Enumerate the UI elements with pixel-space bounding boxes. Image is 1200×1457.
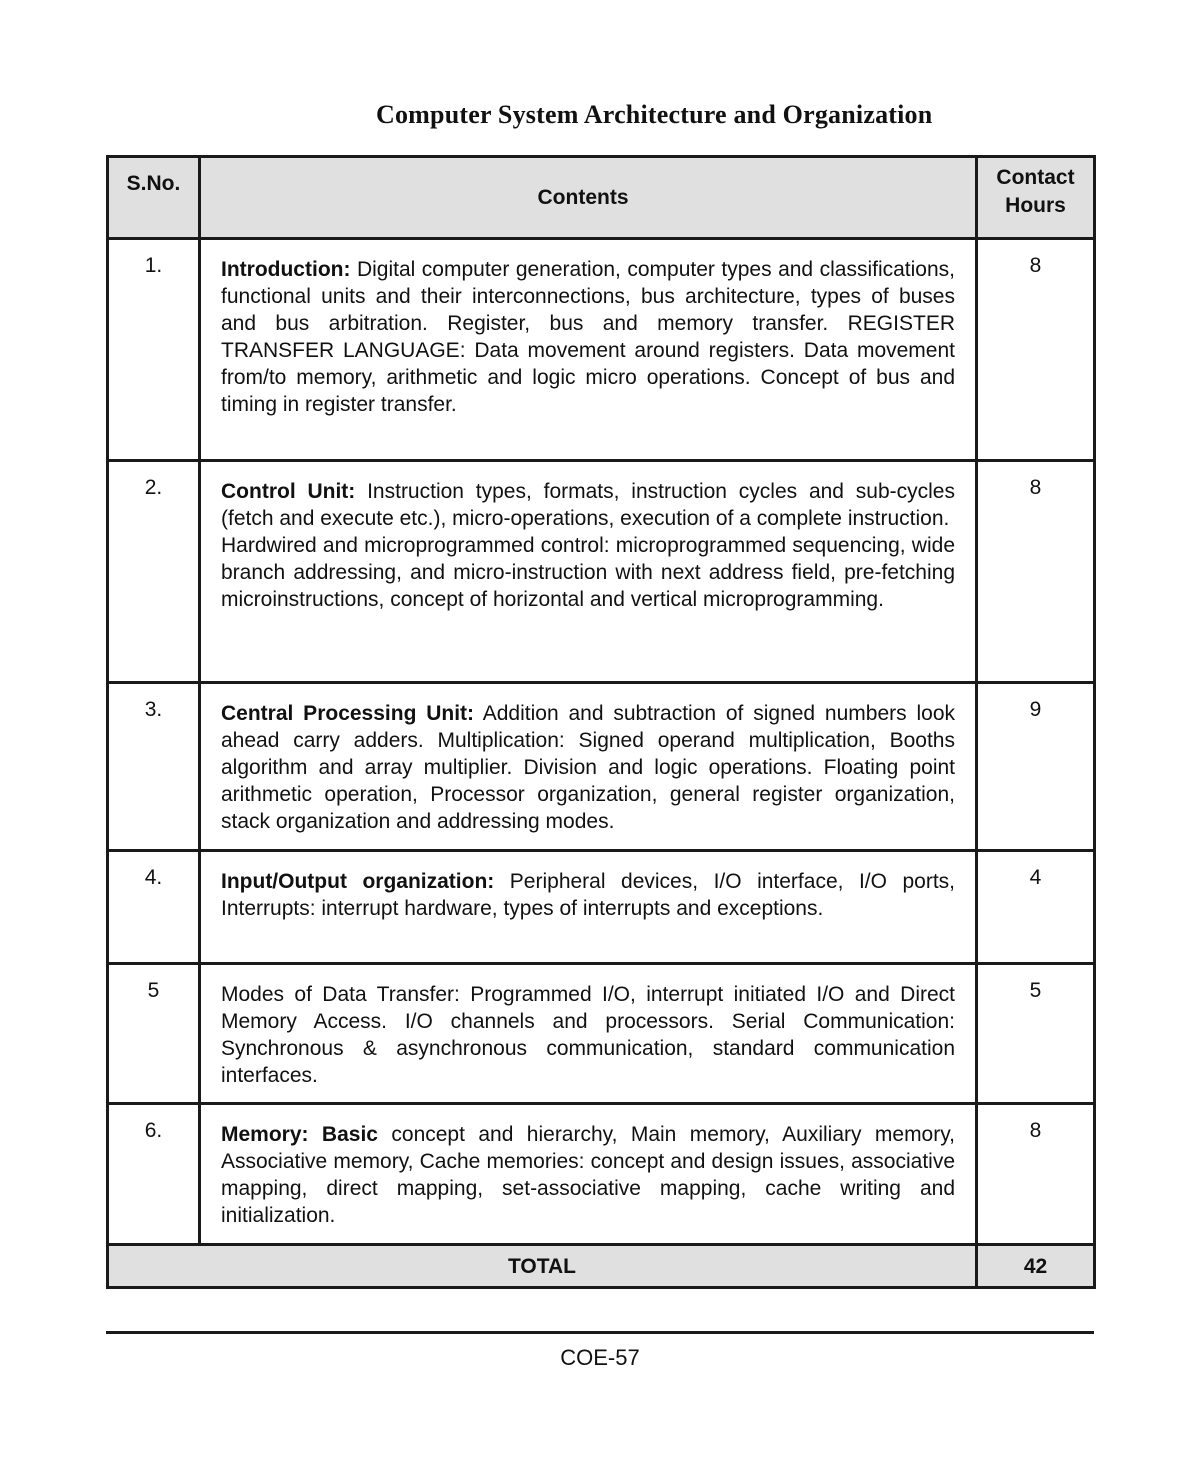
total-label: TOTAL bbox=[108, 1245, 977, 1288]
table-row bbox=[108, 964, 1095, 1104]
content-paragraph bbox=[221, 868, 955, 922]
total-hours: 42 bbox=[977, 1245, 1095, 1288]
row-contents bbox=[200, 239, 977, 461]
header-sno: S.No. bbox=[108, 157, 200, 239]
row-contents bbox=[200, 1104, 977, 1245]
total-row bbox=[108, 1245, 1095, 1288]
header-contents: Contents bbox=[200, 157, 977, 239]
table-row bbox=[108, 239, 1095, 461]
header-hours-line2: Hours bbox=[1005, 194, 1066, 217]
row-contents bbox=[200, 851, 977, 964]
row-contact-hours: 8 bbox=[977, 239, 1095, 461]
row-sno: 6. bbox=[108, 1104, 200, 1245]
row-contact-hours: 4 bbox=[977, 851, 1095, 964]
row-sno: 1. bbox=[108, 239, 200, 461]
page-title: Computer System Architecture and Organization bbox=[376, 100, 933, 129]
content-paragraph bbox=[221, 700, 955, 835]
row-contents bbox=[200, 683, 977, 851]
row-sno: 2. bbox=[108, 461, 200, 683]
row-sno: 4. bbox=[108, 851, 200, 964]
row-contents bbox=[200, 964, 977, 1104]
syllabus-table bbox=[106, 155, 1096, 1289]
topic-heading: Central Processing Unit: bbox=[221, 702, 475, 725]
content-paragraph bbox=[221, 532, 955, 613]
header-contact-hours bbox=[977, 157, 1095, 239]
content-paragraph bbox=[221, 981, 955, 1089]
table-row bbox=[108, 1104, 1095, 1245]
header-hours-line1: Contact bbox=[996, 166, 1075, 189]
content-text: Addition and subtraction of signed numbers look ahead carry adders. Multiplication: Signed operand multiplication, Booths algorithm and array multiplier. Division and logic operations. Floating point arithmetic operation, Processor organization, general register organization, stack organization and addressing modes. bbox=[221, 702, 955, 833]
content-text: concept and hierarchy, Main memory, Auxiliary memory, Associative memory, Cache memories: concept and design issues, associative mapping, direct mapping, set-associative mapping, cache writing and initialization. bbox=[221, 1123, 956, 1227]
footer-divider bbox=[106, 1331, 1094, 1334]
content-paragraph bbox=[221, 1121, 955, 1229]
table-row bbox=[108, 461, 1095, 683]
footer-page-code: COE-57 bbox=[560, 1345, 640, 1370]
table-header-row bbox=[108, 157, 1095, 239]
content-paragraph bbox=[221, 478, 955, 532]
content-text: Digital computer generation, computer types and classifications, functional units and their interconnections, bus architecture, types of buses and bus arbitration. Register, bus and memory transfer. REGISTER TRANSFER LANGUAGE: Data movement around registers. Data movement from/to memory, arithmetic and logic micro operations. Concept of bus and timing in register transfer. bbox=[221, 258, 955, 416]
topic-heading: Control Unit: bbox=[221, 480, 356, 503]
row-contact-hours: 9 bbox=[977, 683, 1095, 851]
topic-heading: Introduction: bbox=[221, 258, 351, 281]
content-text: Instruction types, formats, instruction cycles and sub-cycles (fetch and execute etc.), micro-operations, execution of a complete instruction. bbox=[221, 480, 955, 530]
content-text: Hardwired and microprogrammed control: microprogrammed sequencing, wide branch addressing, and micro-instruction with next address field, pre-fetching microinstructions, concept of horizontal and vertical microprogramming. bbox=[221, 534, 955, 611]
content-paragraph bbox=[221, 256, 955, 418]
content-text: Modes of Data Transfer: Programmed I/O, interrupt initiated I/O and Direct Memory Access. I/O channels and processors. Serial Communication: Synchronous & asynchronous communication, standard communication interfaces. bbox=[221, 983, 955, 1087]
content-text: Peripheral devices, I/O interface, I/O ports, Interrupts: interrupt hardware, types of interrupts and exceptions. bbox=[221, 870, 955, 920]
row-sno: 3. bbox=[108, 683, 200, 851]
row-contact-hours: 8 bbox=[977, 461, 1095, 683]
table-row bbox=[108, 851, 1095, 964]
table-body bbox=[108, 239, 1095, 1245]
topic-heading: Memory: Basic bbox=[221, 1123, 378, 1146]
row-contact-hours: 5 bbox=[977, 964, 1095, 1104]
row-contact-hours: 8 bbox=[977, 1104, 1095, 1245]
row-contents bbox=[200, 461, 977, 683]
table-row bbox=[108, 683, 1095, 851]
topic-heading: Input/Output organization: bbox=[221, 870, 495, 893]
row-sno: 5 bbox=[108, 964, 200, 1104]
